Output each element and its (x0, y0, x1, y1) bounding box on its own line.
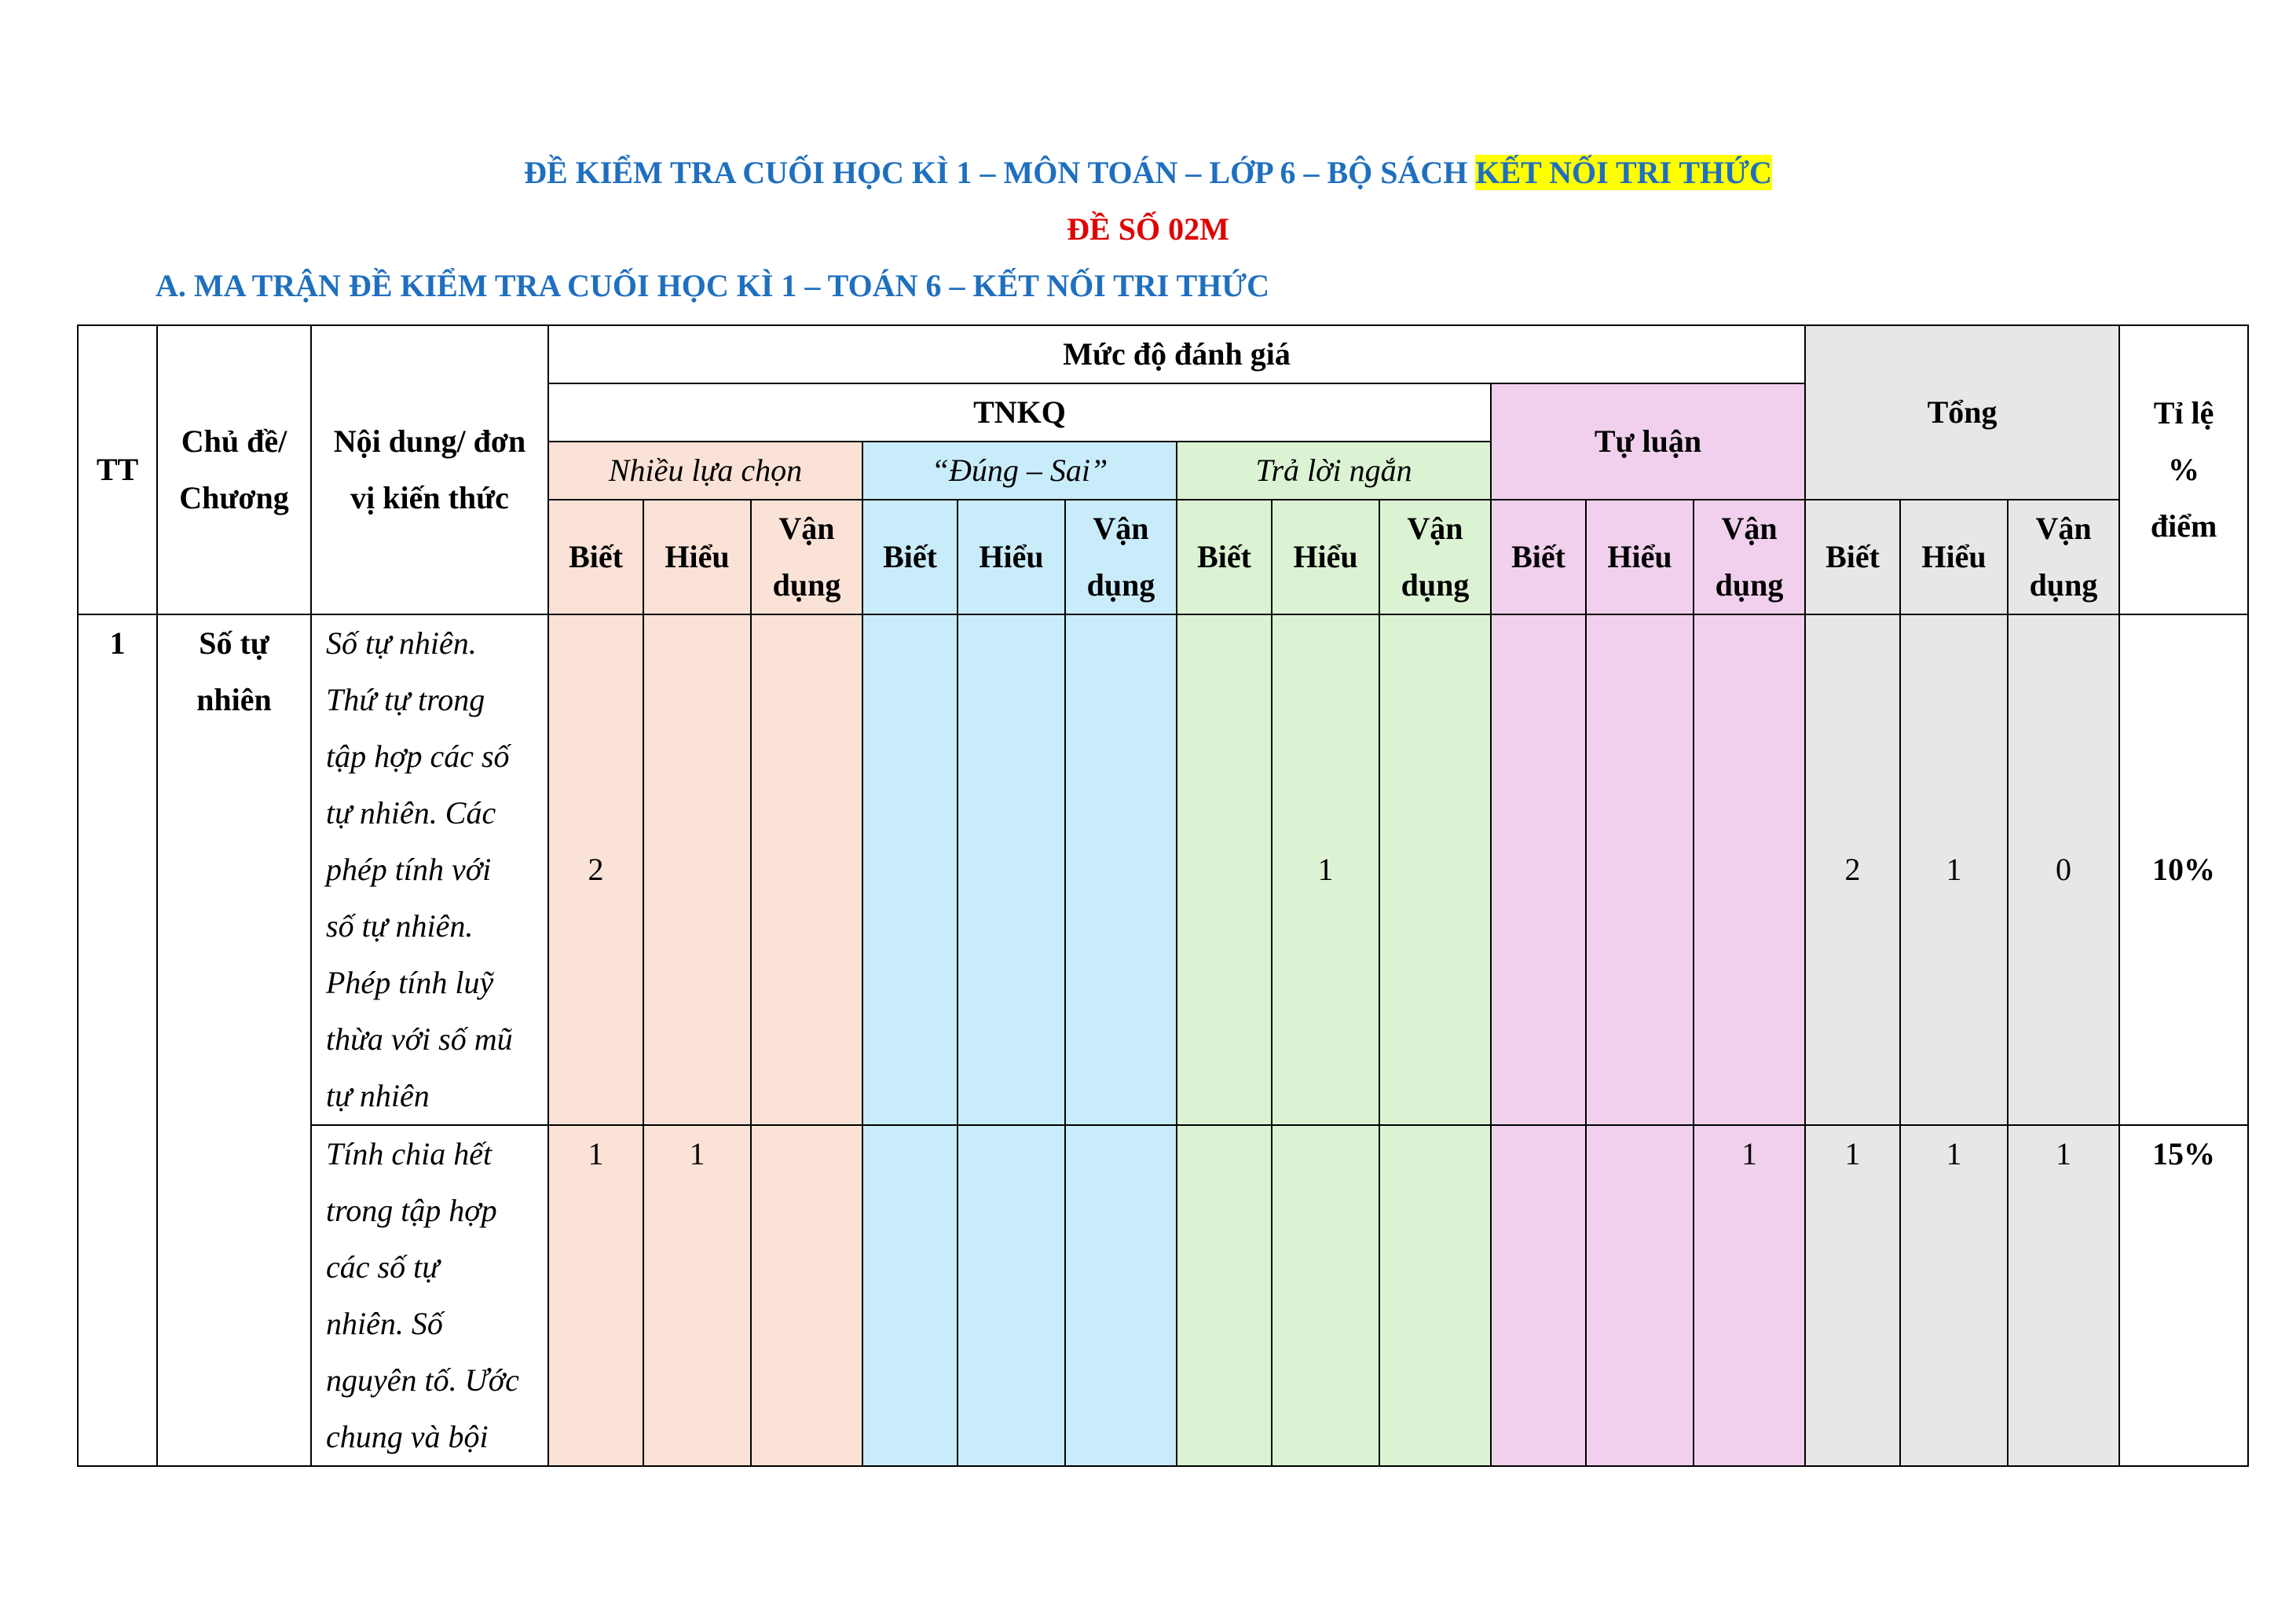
content-line: Thứ tự trong (326, 682, 485, 717)
cell-total-understand: 1 (1900, 1125, 2008, 1466)
header-understand: Hiểu (1900, 500, 2008, 614)
cell-total-know: 1 (1805, 1125, 1900, 1466)
cell-sa-know (1177, 1125, 1272, 1466)
content-line: tập hợp các số (326, 739, 510, 774)
header-know: Biết (1805, 500, 1900, 614)
content-line: phép tính với (326, 852, 492, 887)
content-line: Số tự nhiên. (326, 625, 477, 661)
header-apply-line2: dụng (2029, 567, 2098, 603)
cell-mc-apply (751, 614, 862, 1125)
header-multiple-choice: Nhiều lựa chọn (548, 442, 862, 500)
cell-total-understand: 1 (1900, 614, 2008, 1125)
cell-tf-apply (1065, 1125, 1177, 1466)
header-apply-line2: dụng (772, 567, 841, 603)
header-apply-line1: Vận (1093, 511, 1149, 546)
cell-sa-apply (1379, 614, 1491, 1125)
cell-sa-know (1177, 614, 1272, 1125)
cell-essay-apply: 1 (1694, 1125, 1805, 1466)
header-total: Tổng (1805, 325, 2119, 500)
header-know: Biết (548, 500, 643, 614)
header-topic-line1: Chủ đề/ (181, 423, 287, 459)
header-apply-line2: dụng (1401, 567, 1470, 603)
header-apply-line1: Vận (2035, 511, 2092, 546)
content-line: tự nhiên. Các (326, 795, 496, 830)
section-heading: A. MA TRẬN ĐỀ KIỂM TRA CUỐI HỌC KÌ 1 – TOÁN 6 – KẾT NỐI TRI THỨC (156, 268, 1270, 303)
cell-tf-understand (958, 1125, 1065, 1466)
cell-sa-apply (1379, 1125, 1491, 1466)
header-know: Biết (862, 500, 958, 614)
header-know: Biết (1177, 500, 1272, 614)
cell-mc-understand: 1 (643, 1125, 751, 1466)
document-title (0, 154, 2296, 191)
row-tt: 1 (78, 614, 157, 1466)
header-content-line2: vị kiến thức (350, 480, 509, 515)
header-apply (1379, 500, 1491, 614)
header-apply (1694, 500, 1805, 614)
header-content-line1: Nội dung/ đơn (333, 423, 526, 459)
cell-ratio: 15% (2119, 1125, 2248, 1466)
header-topic-line2: Chương (179, 480, 289, 515)
header-short-answer: Trả lời ngắn (1177, 442, 1491, 500)
header-know: Biết (1491, 500, 1586, 614)
header-understand: Hiểu (1272, 500, 1379, 614)
cell-essay-know (1491, 614, 1586, 1125)
header-assessment-level: Mức độ đánh giá (548, 325, 1805, 383)
content-line: Tính chia hết (326, 1136, 493, 1171)
cell-tf-know (862, 1125, 958, 1466)
cell-sa-understand (1272, 1125, 1379, 1466)
content-line: Phép tính luỹ (326, 965, 494, 1000)
cell-mc-know: 1 (548, 1125, 643, 1466)
cell-tf-understand (958, 614, 1065, 1125)
content-line: nhiên. Số (326, 1306, 443, 1341)
cell-mc-apply (751, 1125, 862, 1466)
header-ratio-line2: % (2168, 452, 2200, 487)
row-content (311, 1125, 548, 1466)
header-row-1 (78, 325, 2248, 383)
content-line: tự nhiên (326, 1078, 430, 1113)
content-line: các số tự (326, 1249, 440, 1285)
cell-total-apply: 1 (2008, 1125, 2119, 1466)
cell-sa-understand: 1 (1272, 614, 1379, 1125)
cell-tf-know (862, 614, 958, 1125)
content-line: chung và bội (326, 1419, 489, 1454)
cell-essay-apply (1694, 614, 1805, 1125)
header-content (311, 325, 548, 614)
header-understand: Hiểu (643, 500, 751, 614)
header-apply-line1: Vận (1407, 511, 1463, 546)
title-prefix: ĐỀ KIỂM TRA CUỐI HỌC KÌ 1 – MÔN TOÁN – LỚP 6 – BỘ SÁCH (524, 155, 1476, 190)
header-understand: Hiểu (958, 500, 1065, 614)
header-apply-line2: dụng (1086, 567, 1155, 603)
content-line: thừa với số mũ (326, 1021, 513, 1057)
header-understand: Hiểu (1586, 500, 1694, 614)
cell-essay-understand (1586, 614, 1694, 1125)
content-line: nguyên tố. Ước (326, 1362, 519, 1398)
table-row (78, 614, 2248, 1125)
cell-mc-know: 2 (548, 614, 643, 1125)
header-ratio-line3: điểm (2150, 508, 2217, 544)
header-apply-line1: Vận (778, 511, 835, 546)
header-essay: Tự luận (1491, 383, 1805, 500)
header-tt: TT (78, 325, 157, 614)
cell-mc-understand (643, 614, 751, 1125)
assessment-matrix-table (77, 324, 2249, 1467)
header-apply (751, 500, 862, 614)
header-apply-line1: Vận (1721, 511, 1778, 546)
header-true-false: “Đúng – Sai” (862, 442, 1177, 500)
cell-ratio: 10% (2119, 614, 2248, 1125)
content-line: trong tập hợp (326, 1193, 497, 1228)
header-ratio (2119, 325, 2248, 614)
row-topic (157, 614, 311, 1466)
content-line: số tự nhiên. (326, 908, 474, 944)
cell-essay-understand (1586, 1125, 1694, 1466)
header-apply (2008, 500, 2119, 614)
header-tnkq: TNKQ (548, 383, 1491, 442)
row-topic-line: nhiên (196, 682, 272, 717)
header-apply (1065, 500, 1177, 614)
exam-code: ĐỀ SỐ 02M (1067, 211, 1229, 247)
row-content (311, 614, 548, 1125)
cell-total-apply: 0 (2008, 614, 2119, 1125)
cell-tf-apply (1065, 614, 1177, 1125)
header-apply-line2: dụng (1715, 567, 1784, 603)
header-topic (157, 325, 311, 614)
table-row (78, 1125, 2248, 1466)
title-highlight: KẾT NỐI TRI THỨC (1475, 155, 1772, 190)
header-ratio-line1: Tỉ lệ (2153, 395, 2214, 431)
row-topic-line: Số tự (199, 625, 269, 661)
cell-essay-know (1491, 1125, 1586, 1466)
cell-total-know: 2 (1805, 614, 1900, 1125)
